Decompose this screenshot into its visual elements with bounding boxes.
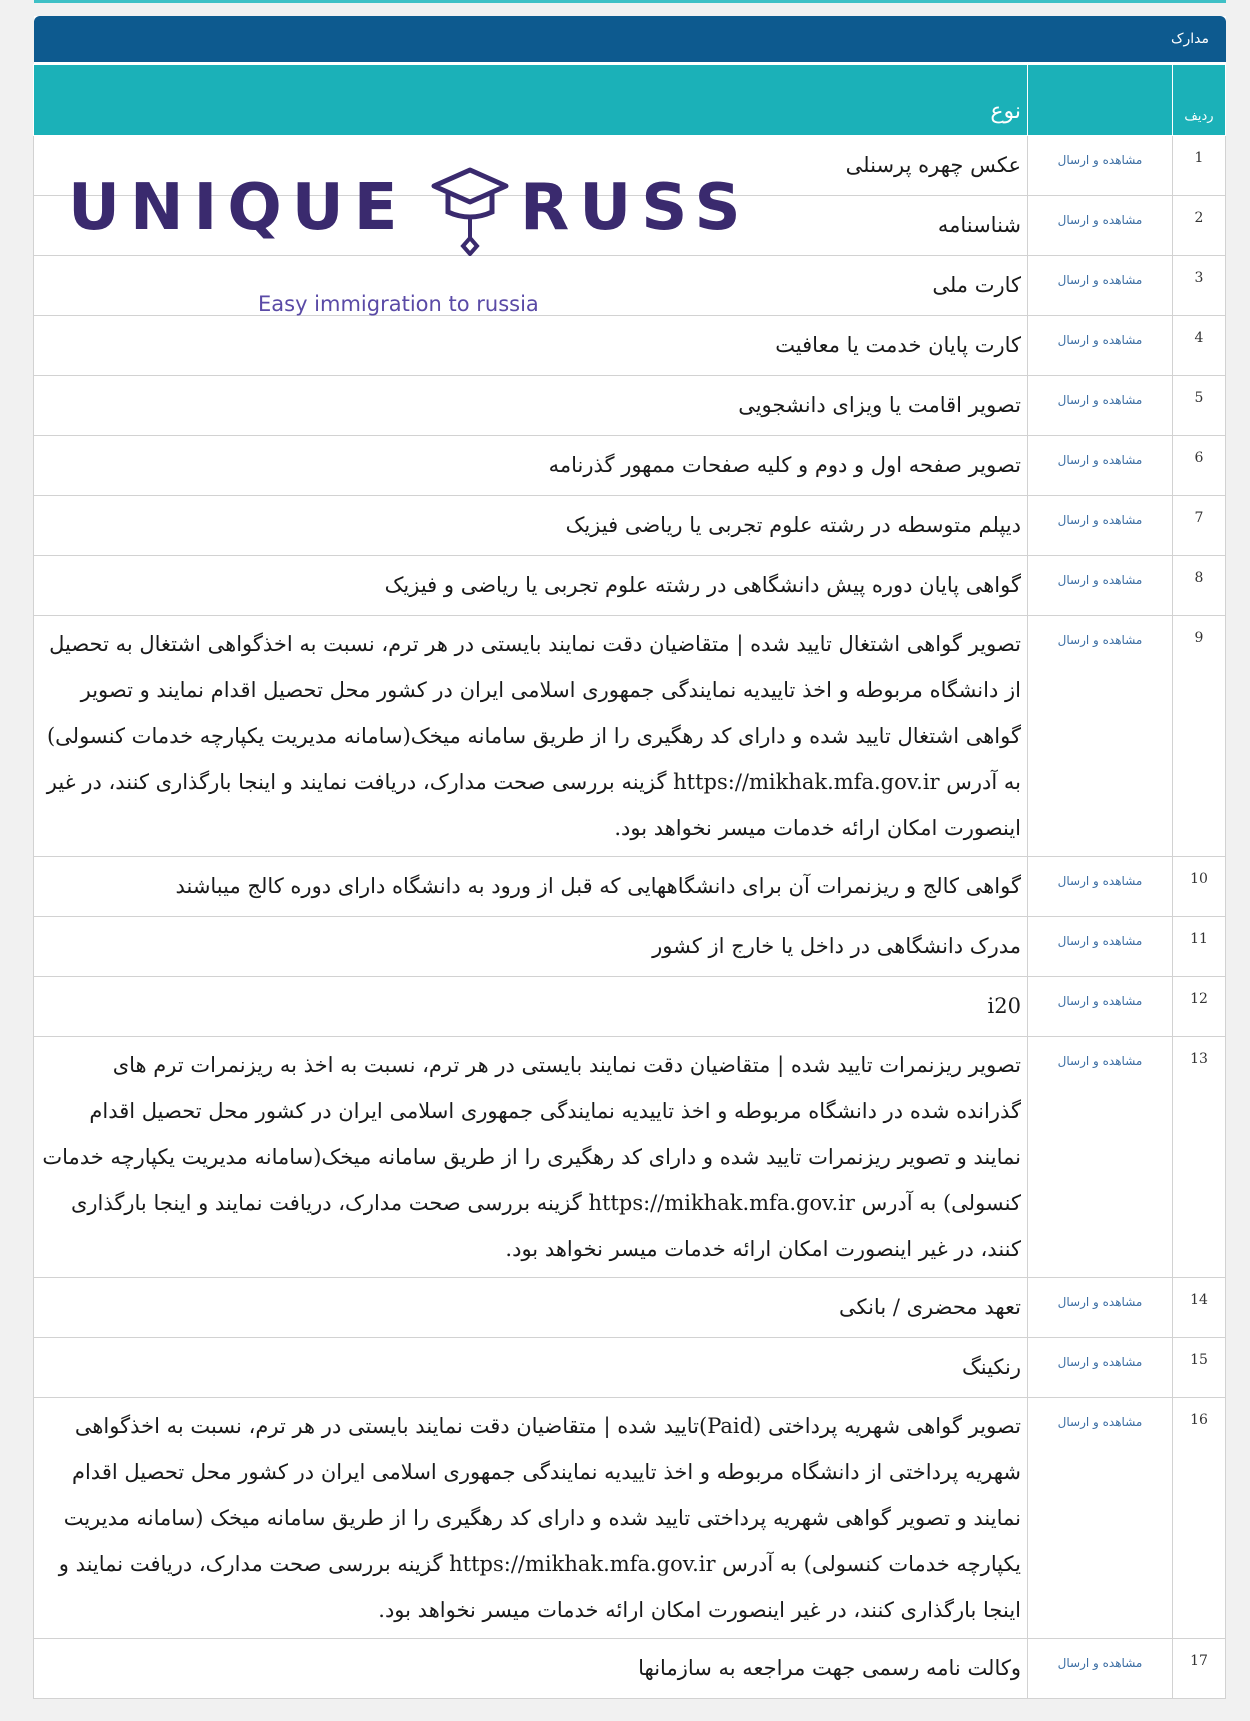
row-number: 15 [1173,1338,1226,1398]
document-type: گواهی کالج و ریزنمرات آن برای دانشگاههایی که قبل از ورود به دانشگاه دارای دوره کالج میباشند [34,857,1028,917]
view-and-send-link[interactable]: مشاهده و ارسال [1057,333,1143,347]
document-type: تصویر صفحه اول و دوم و کلیه صفحات ممهور گذرنامه [34,436,1028,496]
table-row [34,616,1226,857]
row-number: 13 [1173,1037,1226,1278]
row-number: 3 [1173,256,1226,316]
row-number: 16 [1173,1398,1226,1639]
view-and-send-link[interactable]: مشاهده و ارسال [1057,934,1143,948]
document-type: شناسنامه [34,196,1028,256]
view-and-send-link[interactable]: مشاهده و ارسال [1057,1355,1143,1369]
table-row [34,316,1226,376]
top-accent-line [34,0,1226,3]
logo-word-unique: UNIQUE [68,171,408,245]
column-header-action [1028,65,1173,136]
view-and-send-link[interactable]: مشاهده و ارسال [1057,153,1143,167]
document-type: رنکینگ [34,1338,1028,1398]
table-row [34,1398,1226,1639]
document-type: تصویر اقامت یا ویزای دانشجویی [34,376,1028,436]
row-number: 14 [1173,1278,1226,1338]
view-and-send-link[interactable]: مشاهده و ارسال [1057,1295,1143,1309]
document-type: تصویر گواهی شهریه پرداختی (Paid)تایید شده | متقاضیان دقت نمایند بایستی در هر ترم، نسبت به اخذگواهی شهریه پرداختی از دانشگاه مربوطه و اخذ تاییدیه نمایندگی جمهوری اسلامی ایران در کشور محل تحصیل اقدام نمایند و تصویر گواهی شهریه پرداختی تایید شده و دارای کد رهگیری را از طریق سامانه میخک (سامانه مدیریت یکپارچه خدمات کنسولی) به آدرس https://mikhak.mfa.gov.ir گزینه بررسی صحت مدارک، دریافت نمایند و اینجا بارگذاری کنند، در غیر اینصورت امکان ارائه خدمات میسر نخواهد بود. [34,1398,1028,1639]
table-row [34,136,1226,196]
table-row [34,496,1226,556]
logo-tagline: Easy immigration to russia [258,292,539,316]
document-type: i20 [34,977,1028,1037]
row-number: 9 [1173,616,1226,857]
view-and-send-link[interactable]: مشاهده و ارسال [1057,393,1143,407]
document-type: عکس چهره پرسنلی [34,136,1028,196]
row-number: 10 [1173,857,1226,917]
documents-panel [34,16,1226,1691]
row-number: 11 [1173,917,1226,977]
view-and-send-link[interactable]: مشاهده و ارسال [1057,994,1143,1008]
view-and-send-link[interactable]: مشاهده و ارسال [1057,1415,1143,1429]
row-number: 7 [1173,496,1226,556]
table-row [34,436,1226,496]
table-row [34,917,1226,977]
column-header-row-number: ردیف [1173,65,1226,136]
document-type: تصویر ریزنمرات تایید شده | متقاضیان دقت نمایند بایستی در هر ترم، نسبت به اخذ به ریزنمرات ترم های گذرانده شده در دانشگاه مربوطه و اخذ تاییدیه نمایندگی جمهوری اسلامی ایران در کشور محل تحصیل اقدام نمایند و تصویر ریزنمرات تایید شده و دارای کد رهگیری را از طریق سامانه میخک(سامانه مدیریت یکپارچه خدمات کنسولی) به آدرس https://mikhak.mfa.gov.ir گزینه بررسی صحت مدارک، دریافت نمایند و اینجا بارگذاری کنند، در غیر اینصورت امکان ارائه خدمات میسر نخواهد بود. [34,1037,1028,1278]
document-type: تصویر گواهی اشتغال تایید شده | متقاضیان دقت نمایند بایستی در هر ترم، نسبت به اخذگواهی اشتغال به تحصیل از دانشگاه مربوطه و اخذ تاییدیه نمایندگی جمهوری اسلامی ایران در کشور محل تحصیل اقدام نمایند و تصویر گواهی اشتغال تایید شده و دارای کد رهگیری را از طریق سامانه میخک(سامانه مدیریت یکپارچه خدمات کنسولی) به آدرس https://mikhak.mfa.gov.ir گزینه بررسی صحت مدارک، دریافت نمایند و اینجا بارگذاری کنند، در غیر اینصورت امکان ارائه خدمات میسر نخواهد بود. [34,616,1028,857]
row-number: 4 [1173,316,1226,376]
document-type: دیپلم متوسطه در رشته علوم تجربی یا ریاضی فیزیک [34,496,1028,556]
document-type: وکالت نامه رسمی جهت مراجعه به سازمانها [34,1639,1028,1699]
row-number: 1 [1173,136,1226,196]
table-row [34,1639,1226,1699]
row-number: 8 [1173,556,1226,616]
panel-title: مدارک [34,16,1226,62]
document-type: گواهی پایان دوره پیش دانشگاهی در رشته علوم تجربی یا ریاضی و فیزیک [34,556,1028,616]
view-and-send-link[interactable]: مشاهده و ارسال [1057,513,1143,527]
view-and-send-link[interactable]: مشاهده و ارسال [1057,1656,1143,1670]
view-and-send-link[interactable]: مشاهده و ارسال [1057,633,1143,647]
table-row [34,196,1226,256]
view-and-send-link[interactable]: مشاهده و ارسال [1057,213,1143,227]
view-and-send-link[interactable]: مشاهده و ارسال [1057,573,1143,587]
view-and-send-link[interactable]: مشاهده و ارسال [1057,273,1143,287]
table-row [34,256,1226,316]
document-type: کارت ملی [34,256,1028,316]
table-row [34,1278,1226,1338]
column-header-type: نوع [34,65,1028,136]
table-row [34,556,1226,616]
documents-table [33,64,1226,1699]
table-row [34,857,1226,917]
document-type: تعهد محضری / بانکی [34,1278,1028,1338]
row-number: 2 [1173,196,1226,256]
table-row [34,376,1226,436]
row-number: 17 [1173,1639,1226,1699]
table-row [34,977,1226,1037]
document-type: کارت پایان خدمت یا معافیت [34,316,1028,376]
table-row [34,1338,1226,1398]
table-header-row [34,65,1226,136]
view-and-send-link[interactable]: مشاهده و ارسال [1057,874,1143,888]
row-number: 6 [1173,436,1226,496]
document-type: مدرک دانشگاهی در داخل یا خارج از کشور [34,917,1028,977]
view-and-send-link[interactable]: مشاهده و ارسال [1057,1054,1143,1068]
logo-word-russ: RUSS [520,171,751,245]
row-number: 12 [1173,977,1226,1037]
row-number: 5 [1173,376,1226,436]
table-row [34,1037,1226,1278]
view-and-send-link[interactable]: مشاهده و ارسال [1057,453,1143,467]
